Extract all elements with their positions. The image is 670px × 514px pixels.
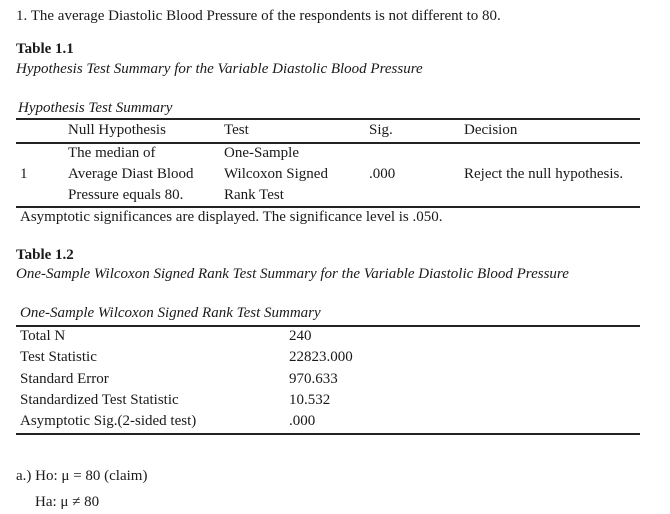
table1-test-line-3: Rank Test xyxy=(224,187,284,203)
table2-row-label: Asymptotic Sig.(2-sided test) xyxy=(20,413,197,429)
table2-row-label: Standardized Test Statistic xyxy=(20,392,179,408)
table1-null-line-1: The median of xyxy=(68,145,156,161)
table2-row-value: 22823.000 xyxy=(289,349,353,365)
table2-top-rule xyxy=(16,325,640,327)
alternative-hypothesis: Ha: μ ≠ 80 xyxy=(35,494,100,510)
table1-row-number: 1 xyxy=(20,166,28,182)
table1-header-null: Null Hypothesis xyxy=(68,122,166,138)
table2-row-value: 970.633 xyxy=(289,371,338,387)
table1-header-test: Test xyxy=(224,122,249,138)
table2-caption: One-Sample Wilcoxon Signed Rank Test Summary for the Variable Diastolic Blood Pressure xyxy=(16,266,569,282)
table1-bottom-rule xyxy=(16,206,640,208)
table2-heading: One-Sample Wilcoxon Signed Rank Test Summary xyxy=(20,305,321,321)
table1-null-line-3: Pressure equals 80. xyxy=(68,187,184,203)
table2-row-value: 10.532 xyxy=(289,392,331,408)
table1-header-sig: Sig. xyxy=(369,122,393,138)
question-text: 1. The average Diastolic Blood Pressure of the respondents is not different to 80. xyxy=(16,8,501,24)
table1-caption: Hypothesis Test Summary for the Variable Diastolic Blood Pressure xyxy=(16,61,423,77)
table1-sig-value: .000 xyxy=(369,166,396,182)
table1-header-rule xyxy=(16,142,640,144)
table1-test-line-2: Wilcoxon Signed xyxy=(224,166,328,182)
table1-heading: Hypothesis Test Summary xyxy=(18,100,173,116)
table1-decision-value: Reject the null hypothesis. xyxy=(464,166,624,182)
table2-row-label: Standard Error xyxy=(20,371,109,387)
null-hypothesis: a.) Ho: μ = 80 (claim) xyxy=(16,468,148,484)
table1-footnote: Asymptotic significances are displayed. The significance level is .050. xyxy=(20,209,443,225)
table2-bottom-rule xyxy=(16,433,640,435)
table1-null-line-2: Average Diast Blood xyxy=(68,166,194,182)
table1-test-line-1: One-Sample xyxy=(224,145,299,161)
table2-row-value: 240 xyxy=(289,328,312,344)
table2-row-label: Test Statistic xyxy=(20,349,97,365)
table2-row-label: Total N xyxy=(20,328,66,344)
table1-top-rule xyxy=(16,118,640,120)
table1-label: Table 1.1 xyxy=(16,41,74,57)
table2-label: Table 1.2 xyxy=(16,247,74,263)
table2-row-value: .000 xyxy=(289,413,316,429)
table1-header-decision: Decision xyxy=(464,122,518,138)
